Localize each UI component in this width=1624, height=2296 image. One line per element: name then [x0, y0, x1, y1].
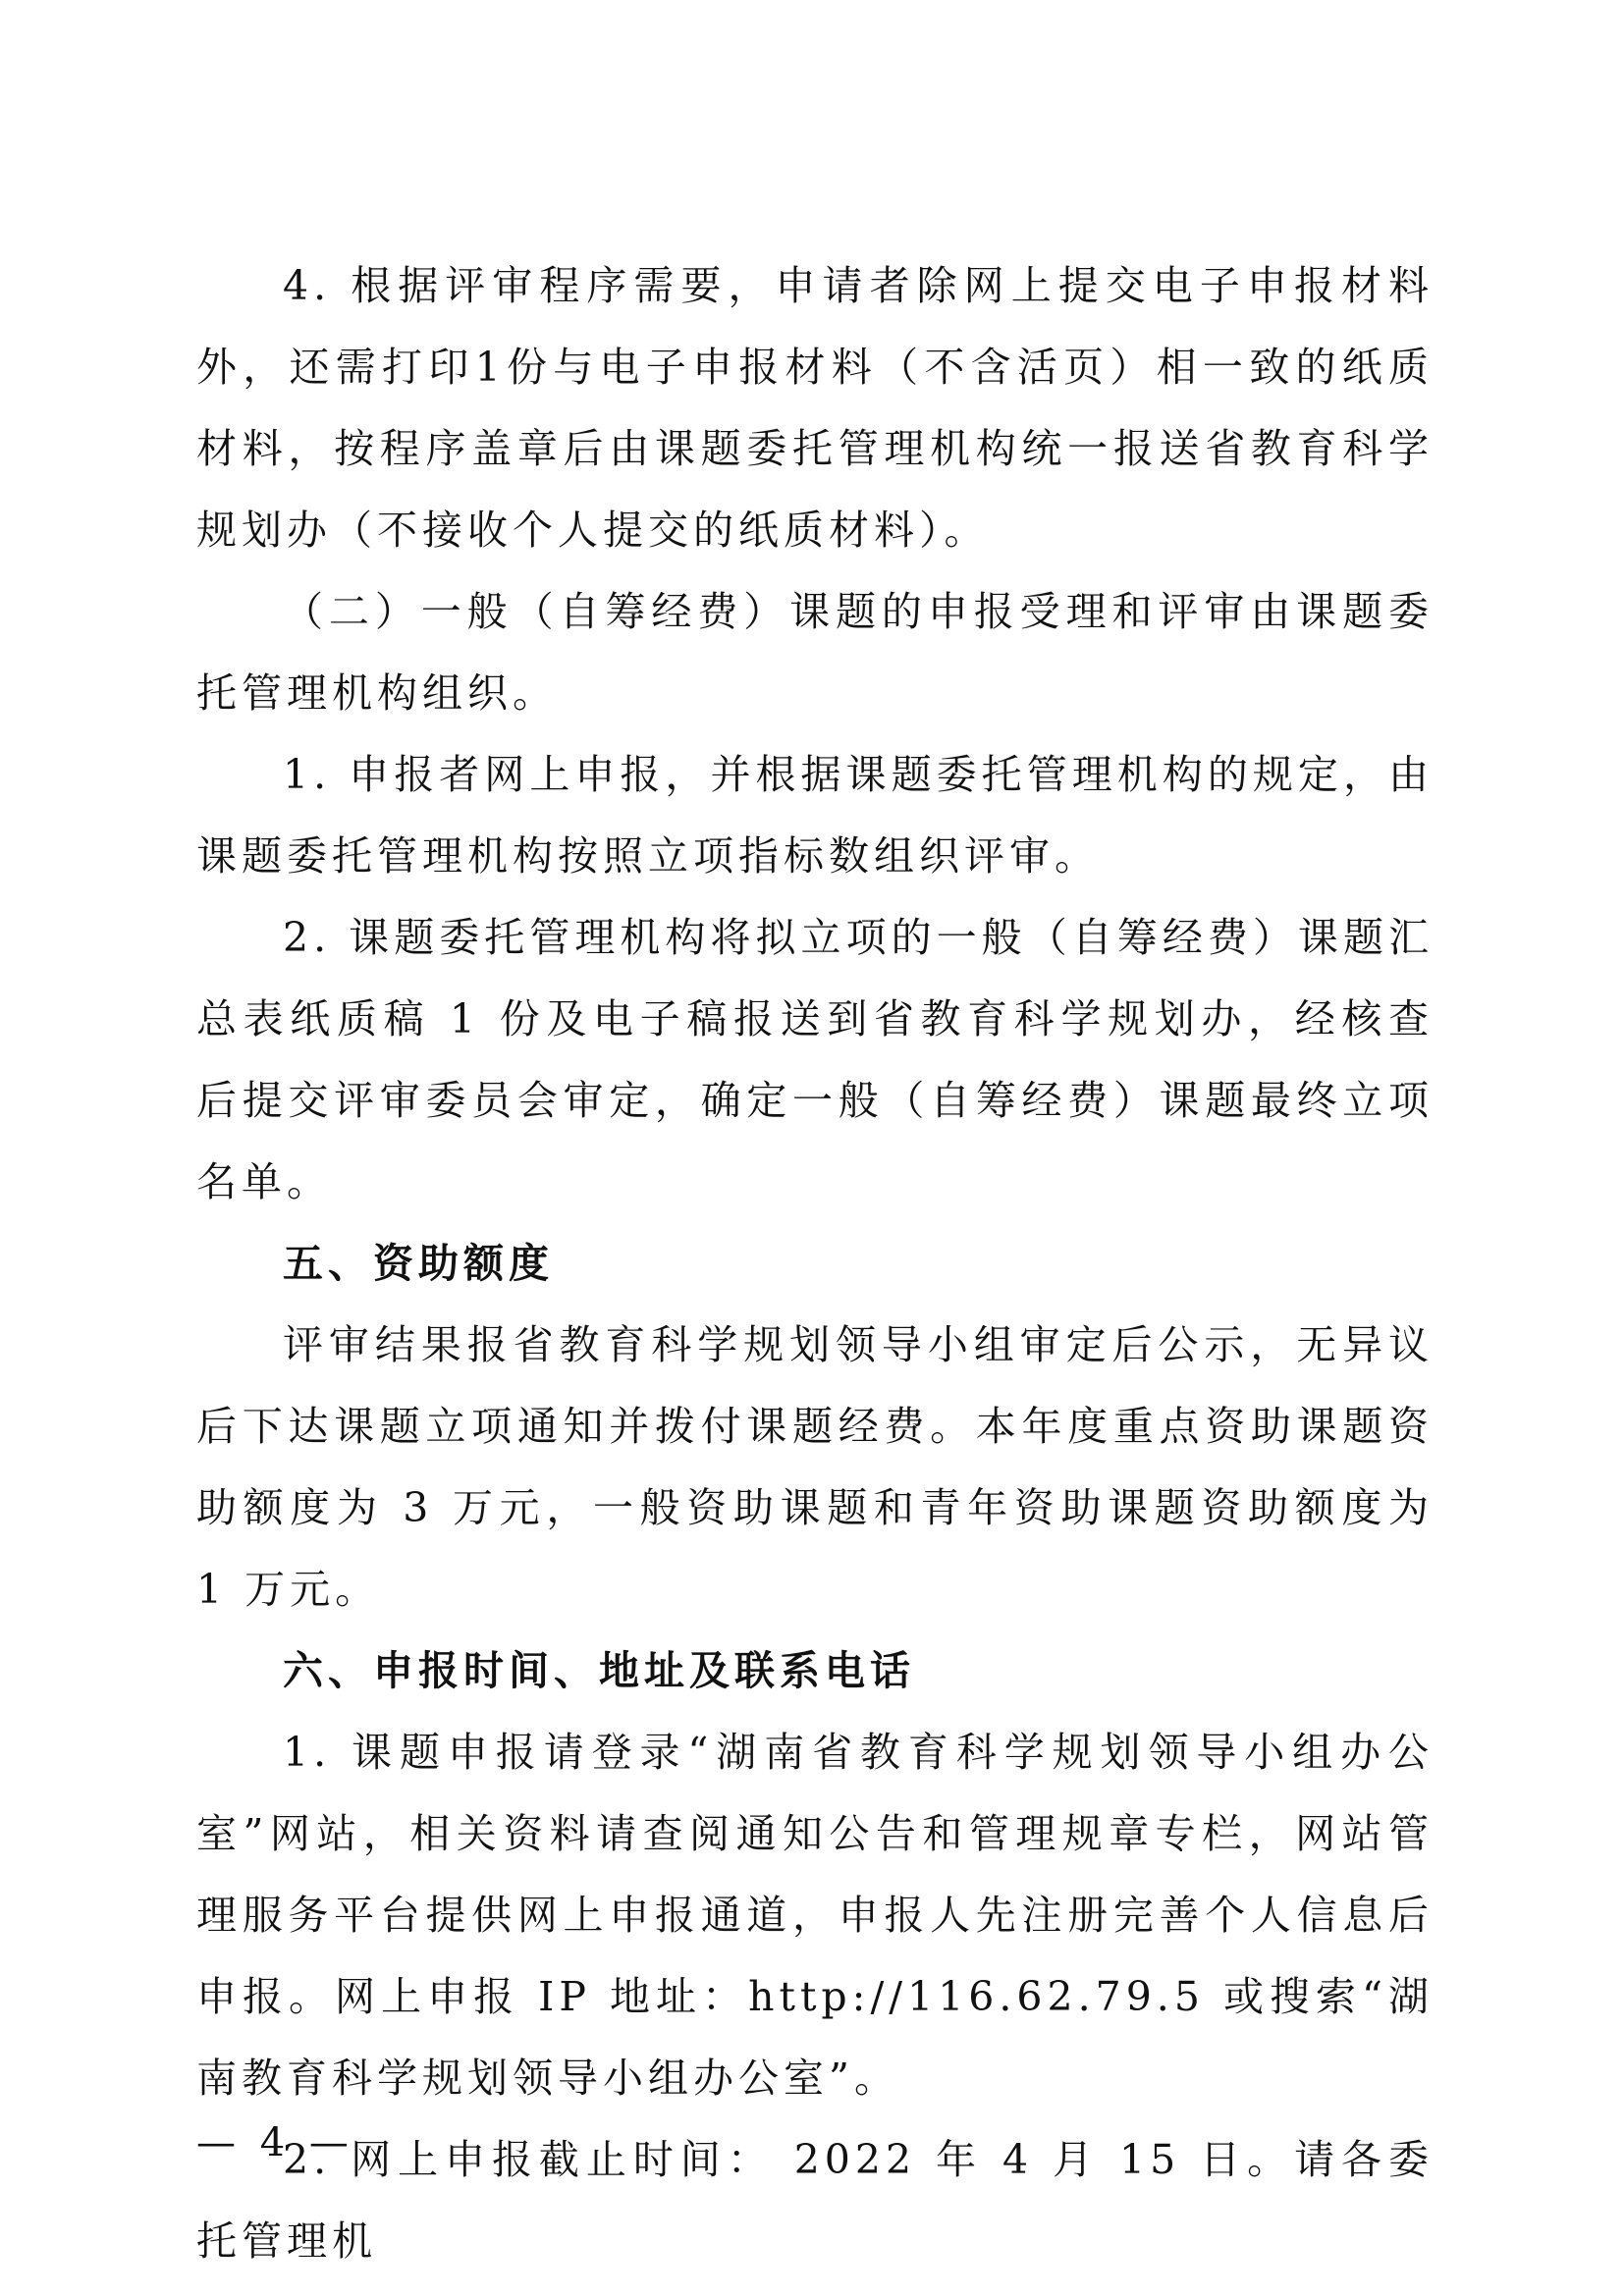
- paragraph-item2-deadline: 2. 网上申报截止时间： 2022 年 4 月 15 日。请各委托管理机: [196, 2136, 1434, 2265]
- paragraph-item1-website-login: 1. 课题申报请登录“湖南省教育科学规划领导小组办公室”网站，相关资料请查阅通知公告和管理规章专栏，网站管理服务平台提供网上申报通道，申报人先注册完善个人信息后申报。网上申报 IP 地址：http://116.62.79.5 或搜索“湖南教育科学规划领导小组办公室”。: [196, 1729, 1434, 2102]
- paragraph-item1-online-application: 1. 申报者网上申报，并根据课题委托管理机构的规定，由课题委托管理机构按照立项指标数组织评审。: [196, 751, 1434, 880]
- page-number: — 4 —: [196, 2120, 354, 2165]
- paragraph-item4-paper-materials: 4. 根据评审程序需要，申请者除网上提交电子申报材料外，还需打印1份与电子申报材料（不含活页）相一致的纸质材料，按程序盖章后由课题委托管理机构统一报送省教育科学规划办（不接收个人提交的纸质材料）。: [196, 262, 1434, 554]
- paragraph-funding-details: 评审结果报省教育科学规划领导小组审定后公示，无异议后下达课题立项通知并拨付课题经费。本年度重点资助课题资助额度为 3 万元，一般资助课题和青年资助课题资助额度为 1 万元。: [196, 1321, 1434, 1613]
- document-body: [196, 245, 1434, 2282]
- section-heading-time-address-phone: 六、申报时间、地址及联系电话: [283, 1647, 915, 1694]
- paragraph-general-self-funded-topics: （二）一般（自筹经费）课题的申报受理和评审由课题委托管理机构组织。: [196, 588, 1434, 717]
- paragraph-item2-summary-submission: 2. 课题委托管理机构将拟立项的一般（自筹经费）课题汇总表纸质稿 1 份及电子稿报送到省教育科学规划办，经核查后提交评审委员会审定，确定一般（自筹经费）课题最终立项名单。: [196, 914, 1434, 1205]
- section-heading-funding-amount: 五、资助额度: [283, 1240, 554, 1287]
